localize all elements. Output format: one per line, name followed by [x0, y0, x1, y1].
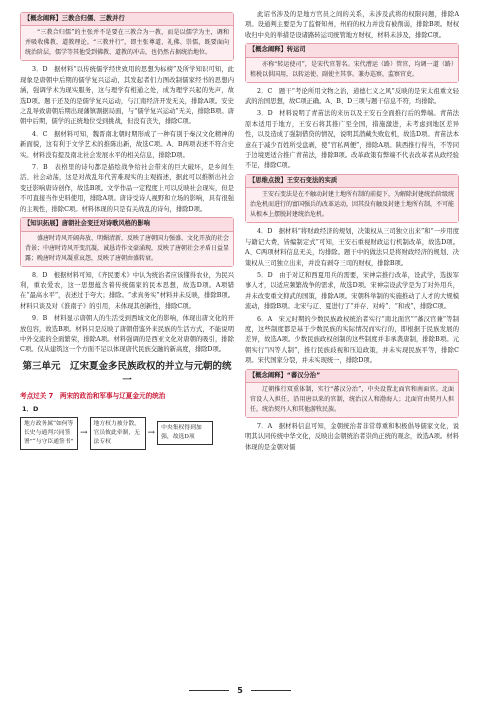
concept-box: [245, 43, 459, 82]
thinking-box: [245, 174, 459, 223]
answer-paragraph: 4．D 据材料“将财政经济的规划，决策权从三司独立出来”和“一步用度与籍记大费，皆编制定式”可知，王安石重视财政运行机制改革，故选D项。A、C两项材料信息无关，均排除。题干中的做法只是将财政经济的规划、决策权从三司独立出来，并没有剥夺三司的财权，排除B项。: [245, 228, 459, 267]
answer-paragraph: 8．D 根据材料可知，《齐民要术》中认为统治者应该懂得农业，为民兴利，重农爱农，这一思想蕴含着传统儒家的民本思想，故选D项。A项错在“最高水平”，表述过于夸大；排除。“求真务实”材料并未反映，排除B项。材料只谈及对《淮南子》的引用，未体现其创新性，排除C项。: [20, 271, 234, 310]
concept-box-title: 【概念阐释】“蕃汉分治”: [246, 370, 458, 383]
answer-paragraph: 9．B 材料显示唐朝人的生活受到西域文化的影响，体现出唐文化的开放包容，故选B项。材料只是反映了唐朝借鉴外来民族的生活方式，不能说明中外交流的全面繁荣，排除A项。材料强调的是西亚文化对唐朝的吸引，排除C项。仅从建筑这一个方面不足以体现唐代民族交融的新高度，排除D项。: [20, 315, 234, 354]
knowledge-box: [20, 217, 234, 266]
diagram-box-1: 地方政务属“如何等长史与通判兴同签署”“与守臣通签书”: [20, 417, 78, 450]
concept-box: [245, 369, 459, 418]
answer-paragraph: 此诏书涉及的是地方官员之间的关系，未涉及武将的权限问题，排除A项。设通判主要是为了监督知州，州府的权力并没有被削弱，排除B项。财权收归中央的举措是设诸路转运司统管地方财权，材料未涉及，排除C项。: [245, 11, 459, 39]
knowledge-box-title: 【知识拓展】唐朝社会变迁对诗歌风格的影响: [21, 218, 233, 231]
answer-paragraph: 2．C 题干“考论所用文物之治，道德仁义之风”反映的是宋太祖重文轻武的治国思想，故C项正确。A、B、D三项与题干信息不符，均排除。: [245, 87, 459, 106]
thinking-box-body: 王安石变法是在不触动封建土地所有制的前提下，为解除封建统治阶级统治危机而进行的富国强兵的改革运动，因其没有触及封建土地所有制，不可能从根本上摆脱封建统治危机。: [246, 188, 458, 222]
answer-paragraph: 6．A 宋元时期的少数民族政权统治者实行“南北面官”“蕃汉官兼”等制度，这些制度都是基于少数民族的实际情况而实行的，即根据于民族发展的差异，故选A项。少数民族政权创制的这些制度并非承袭唐制，排除B项。元朝实行“四等人制”，推行民族歧视和压迫政策，并未实现民族平等，排除C项。宋代国家分裂，并未实现统一，排除D项。: [245, 315, 459, 365]
unit-title: 第三单元 辽宋夏金多民族政权的并立与元朝的统一: [22, 360, 232, 386]
answer-paragraph: 3．D 材料说明了青苗法的来历以及王安石全面推行后的弊端。青苗法原本适用于地方，王安石将其推广至全国，措施激进，未考虑到地区差异性，以及造成了强制借贷的情况，说明其潜藏失败危机，故选D项。青苗法本意在于减少百姓所受盘剥，使“官私两便”，排除A项。陕西推行得当，不等同于边境更适合推广青苗法，排除B项。改革政策有弊端不代表改革者从政经验不足，排除C项。: [245, 110, 459, 170]
left-column: [20, 10, 234, 450]
page-number: 5: [0, 686, 480, 695]
topic-heading: 考点过关 7 两宋的政治和军事与辽夏金元的统治: [20, 391, 166, 400]
concept-box-body: 亦称“转运使司”，是宋代官署名。宋代漕运（路）管官，均调一道（路）租税以供国用，以转运使、副使主其事。兼办巡察，监察官吏。: [246, 58, 458, 82]
answer-paragraph: 5．D 由于对辽和西夏用兵的需要，宋神宗推行改革，设武学，选拔军事人才，以适应频繁战争的需求，故选D项。宋神宗设武学是为了对外用兵，并未改变重文抑武的国策，排除A项。宋朝科举制的实施推动了人才的大规模流动，排除B项。北宋与辽、夏进行了“并存、对峙”、“和戎”，排除C项。: [245, 271, 459, 311]
answer-paragraph: 4．C 据材料可知，魏晋南北朝时期形成了一种有别于秦汉文化精神的新面貌，这有利于文学艺术的推陈出新，故选C项。A、B两项表述不符合史实。材料没有提及南北社会发展水平的相关信息，排除D项。: [20, 130, 234, 159]
concept-box-title: 【概念阐释】转运司: [246, 44, 458, 57]
answer-paragraph: 3．D 据材料“以传统儒学经世致用的思想为标榜”及所学知识可知，此现象是唐朝中后期的儒学复兴运动，其发起者们力图改制儒家经书的思想内涵，强调学术为现实服务，这与理学有相通之处，成为理学兴起的先声，故选D项。题干还及的是儒学复兴运动，与江南经济开发无关，排除A项。安史之乱导致唐朝后期出现藩镇割据局面，与“儒学复兴运动”无关，排除B项。唐朝中后期，儒学的正统地位受到挑战，但没有丧失，排除C项。: [20, 66, 234, 126]
arrow-right-icon: →: [80, 427, 88, 438]
arrow-right-icon: →: [147, 427, 156, 438]
answer-paragraph: 7．A 据材料信息可知，金朝统治者非常尊重和积极倡导儒家文化，说明其认同传统中华文化，反映出金朝统治者崇尚正统的观念，故选A项。材料体现的是金朝对儒: [245, 422, 459, 451]
diagram-box-3: 中央集权得到加强，故选D项: [157, 421, 213, 445]
diagram-label: 1．D: [22, 405, 39, 414]
concept-box: [20, 12, 234, 61]
concept-box-body: 辽朝推行双重体制，实行“蕃汉分治”，中央设置北面官和南面官。北面官设人入担任，沿用唐以来的官制，统治汉人和渤海人；北面官由契丹人担任，统治契丹人和其他游牧民族。: [246, 383, 458, 417]
answer-paragraph: 7．B 表格里的诗句都是描绘战争给社会带来的巨大破坏，是乡间生活、社会动荡，这是对战乱年代苦难现实的主观描述，据此可以推断出社会变迁影响唐诗创作，故选B项。文学作品一定程度上可以反映社会现实，但是不可直接当作史料使用，排除A项。唐诗受诗人视野和立场的影响，具有很强的主观性，排除C项。材料体现的只是有关战乱的诗句，排除D项。: [20, 164, 234, 213]
knowledge-box-body: 盛唐时诗风开阔奔放、明媚清新，反映了唐朝国力强盛、文化开放的社会背景；中唐时诗风开变沉凝，诚恳诗作文豪涌现，反映了唐朝社会矛盾日益显露；晚唐时诗风凝重哀怨，反映了唐朝由盛转衰。: [21, 232, 233, 266]
thinking-box-title: 【思维点拨】王安石变法的实质: [246, 175, 458, 188]
concept-box-title: 【概念阐释】三教合归儒、三教并行: [21, 13, 233, 26]
concept-box-body: “三教合归儒”的主张并不是要在三教合为一教，而是以儒学为主，调和并吸收佛教、道教理论。“三教并行”，即主张尊道、礼佛、崇儒，既要面向统治阶层，儒学等其他受到佛教、道教的冲击，也仍然占据统治地位。: [21, 26, 233, 60]
flow-diagram: [20, 417, 234, 450]
diagram-box-2: 地方权力被分散，官员彼此牵制，无法专权: [90, 417, 146, 450]
right-column: [245, 10, 459, 455]
